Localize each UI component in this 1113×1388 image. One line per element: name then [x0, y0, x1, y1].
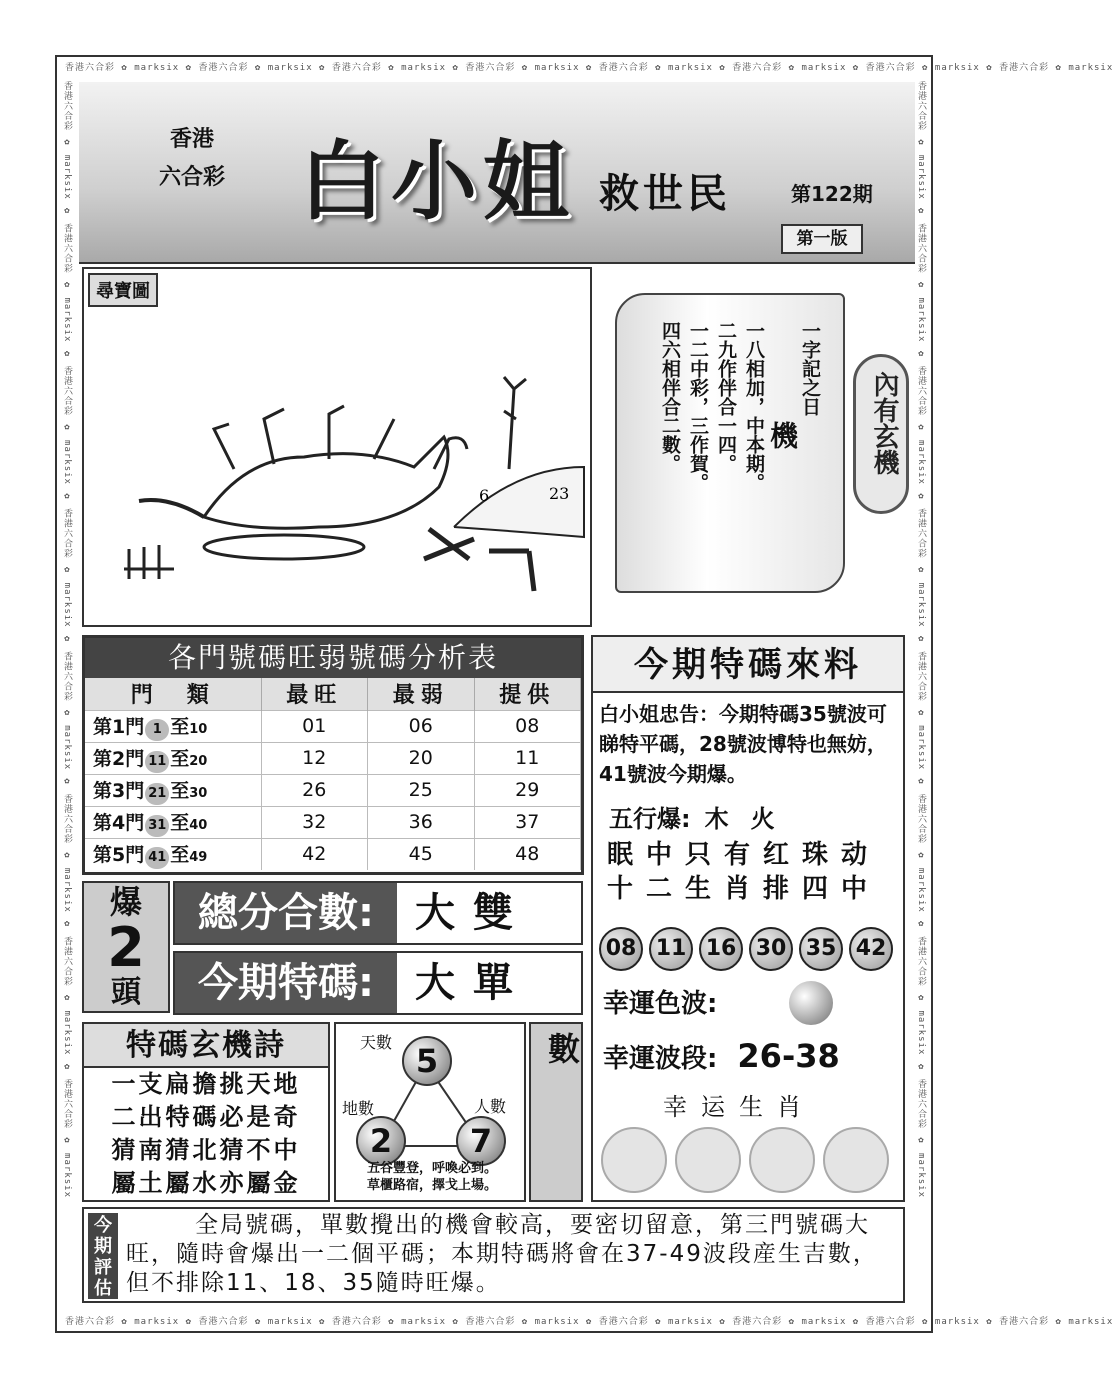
heaven-number: 5 [402, 1036, 452, 1086]
pig-icon [823, 1127, 889, 1193]
issue-number: 第122期 [791, 182, 873, 206]
poem-line: 二出特碼必是奇 [111, 1103, 301, 1131]
poem-line: 猜南猜北猜不中 [111, 1136, 301, 1164]
weak-value: 36 [368, 806, 475, 838]
to-word: 至 [170, 747, 190, 770]
analysis-title: 各門號碼旺弱號碼分析表 [85, 638, 581, 678]
special-title: 今期特碼來料 [593, 637, 903, 693]
lucky-range-row [603, 1037, 840, 1075]
monkey-icon [749, 1127, 815, 1193]
wuxing-label: 五行爆: [609, 805, 691, 833]
analysis-table [82, 635, 584, 875]
total-sum-value: 大雙 [415, 890, 531, 936]
scroll-big-char: 機 [766, 421, 799, 449]
analysis-grid [85, 678, 581, 870]
scroll-line-1: 一八相加，中本期。 [743, 321, 765, 492]
table-row [85, 774, 581, 806]
offer-value: 37 [474, 806, 581, 838]
hidden-meaning-badge [853, 354, 909, 514]
door-from: 1 [145, 719, 169, 741]
comment-label: 今期評估 [88, 1213, 118, 1299]
main-title: 白小姐 [299, 132, 575, 232]
hk-line1: 香港 [170, 126, 215, 152]
comment-text: 全局號碼，單數攪出的機會較高，要密切留意，第三門號碼大旺，隨時會爆出一二個平碼；本期特碼將會在37-49波段産生吉數，但不排除11、18、35隨時旺爆。 [126, 1212, 878, 1296]
lucky-animals [601, 1127, 889, 1193]
riddle-scroll [597, 279, 915, 629]
sub-title: 救世民 [599, 170, 731, 217]
best-value: 12 [261, 742, 368, 774]
total-sum-label: 總分合數: [175, 883, 397, 943]
offer-value: 08 [474, 710, 581, 742]
to-word: 至 [170, 779, 190, 802]
horse-sketch-icon [84, 269, 590, 625]
door-name: 第1門 [93, 715, 145, 738]
total-sum-bar [173, 881, 583, 945]
wuxing-row [593, 795, 903, 838]
border-text-bottom: 香港六合彩 ✿ marksix ✿ 香港六合彩 ✿ marksix ✿ 香港六合彩 ✿ marksix ✿ 香港六合彩 ✿ marksix ✿ 香港六合彩 ✿ marksix ✿ 香港六合彩 ✿ marksix ✿ 香港六合彩 ✿ marksix ✿ 香港六合彩 ✿ marksix [65, 1317, 1113, 1327]
lucky-zodiac-title: 幸运生肖 [663, 1093, 815, 1121]
footnote-line2: 草櫃路宿，擇戈上場。 [366, 1178, 497, 1193]
earth-number: 2 [356, 1116, 406, 1166]
number-ball: 35 [799, 927, 843, 971]
dragon-icon [675, 1127, 741, 1193]
burst-line2: 2 [107, 916, 145, 979]
best-value: 01 [261, 710, 368, 742]
man-label: 人數 [474, 1097, 507, 1116]
weak-value: 06 [368, 710, 475, 742]
door-to: 49 [189, 849, 208, 865]
nine-number-box [529, 1022, 583, 1202]
burst-badge [82, 881, 170, 1013]
weak-value: 20 [368, 742, 475, 774]
treasure-map [82, 267, 592, 627]
offer-value: 11 [474, 742, 581, 774]
masthead [79, 82, 915, 264]
number-ball: 16 [699, 927, 743, 971]
lucky-range-label: 幸運波段: [603, 1044, 718, 1074]
border-text-left: 香港六合彩 ✿ marksix ✿ 香港六合彩 ✿ marksix ✿ 香港六合彩 ✿ marksix ✿ 香港六合彩 ✿ marksix ✿ 香港六合彩 ✿ marksix ✿ 香港六合彩 ✿ marksix ✿ 香港六合彩 ✿ marksix ✿ 香港六合彩 ✿ marksix [62, 81, 72, 1198]
scroll-line-3: 一二中彩，三作賀。 [687, 321, 709, 492]
special-code-value: 大單 [415, 960, 531, 1006]
best-value: 26 [261, 774, 368, 806]
door-from: 41 [145, 847, 169, 869]
number-ball: 42 [849, 927, 893, 971]
sketch-number-1: 6 [479, 486, 490, 505]
treasure-map-label: 尋寶圖 [88, 273, 158, 307]
special-code-label: 今期特碼: [175, 953, 397, 1013]
door-name: 第2門 [93, 747, 145, 770]
door-to: 30 [189, 785, 208, 801]
hk-line2: 六合彩 [159, 164, 226, 190]
nine-number-text: 數 [543, 1032, 581, 1074]
header-offer: 提供 [474, 678, 581, 710]
zodiac-line-2: 十二生肖排四中 [607, 874, 881, 904]
scroll-title: 一字記之日 [799, 321, 821, 416]
door-name: 第4門 [93, 811, 145, 834]
newspaper-sheet [55, 55, 1113, 1333]
table-row [85, 838, 581, 870]
border-text-right: 香港六合彩 ✿ marksix ✿ 香港六合彩 ✿ marksix ✿ 香港六合彩 ✿ marksix ✿ 香港六合彩 ✿ marksix ✿ 香港六合彩 ✿ marksix ✿ 香港六合彩 ✿ marksix ✿ 香港六合彩 ✿ marksix ✿ 香港六合彩 ✿ marksix [916, 81, 926, 1198]
lucky-color-ball [789, 981, 833, 1025]
best-value: 42 [261, 838, 368, 870]
table-row [85, 742, 581, 774]
edition-badge: 第一版 [781, 224, 863, 254]
weak-value: 45 [368, 838, 475, 870]
header-best: 最旺 [261, 678, 368, 710]
scroll-text [659, 321, 821, 492]
advice-text: 白小姐忠告：今期特碼35號波可睇特平碼，28號波博特也無妨，41號波今期爆。 [599, 702, 887, 786]
sketch-number-2: 23 [549, 484, 570, 503]
man-number: 7 [456, 1116, 506, 1166]
door-to: 20 [189, 753, 208, 769]
poem-line: 一支扁擔挑天地 [111, 1070, 301, 1098]
badge-text: 內有玄機 [869, 371, 899, 475]
heaven-label: 天數 [360, 1033, 393, 1052]
issue-comment [82, 1207, 905, 1303]
footnote-line1: 五谷豐登，呼喚必到。 [366, 1161, 497, 1176]
door-to: 40 [189, 817, 208, 833]
table-row [85, 806, 581, 838]
best-value: 32 [261, 806, 368, 838]
lucky-color-label: 幸運色波: [603, 989, 718, 1019]
scroll-line-4: 四六相伴合二數。 [659, 321, 681, 473]
weak-value: 25 [368, 774, 475, 806]
special-code-panel [591, 635, 905, 1202]
lucky-range-value: 26-38 [737, 1037, 840, 1075]
number-balls [599, 927, 899, 971]
number-ball: 30 [749, 927, 793, 971]
special-code-bar [173, 951, 583, 1015]
earth-label: 地數 [342, 1099, 375, 1118]
header-door: 門 類 [85, 678, 261, 710]
door-from: 31 [145, 815, 169, 837]
number-ball: 11 [649, 927, 693, 971]
to-word: 至 [170, 715, 190, 738]
number-triangle [334, 1022, 526, 1202]
door-to: 10 [189, 721, 208, 737]
hk-label [159, 120, 225, 196]
poem-title: 特碼玄機詩 [84, 1024, 328, 1068]
offer-value: 48 [474, 838, 581, 870]
poem-box [82, 1022, 330, 1202]
poem-line: 屬土屬水亦屬金 [111, 1169, 301, 1197]
table-row [85, 710, 581, 742]
triangle-footnote [342, 1160, 522, 1194]
scroll-line-2: 二九作伴合一四。 [715, 321, 737, 473]
door-from: 21 [145, 783, 169, 805]
header-weak: 最弱 [368, 678, 475, 710]
rabbit-icon [601, 1127, 667, 1193]
offer-value: 29 [474, 774, 581, 806]
number-ball: 08 [599, 927, 643, 971]
to-word: 至 [170, 811, 190, 834]
burst-line1: 爆 [109, 883, 142, 921]
border-text-top: 香港六合彩 ✿ marksix ✿ 香港六合彩 ✿ marksix ✿ 香港六合彩 ✿ marksix ✿ 香港六合彩 ✿ marksix ✿ 香港六合彩 ✿ marksix ✿ 香港六合彩 ✿ marksix ✿ 香港六合彩 ✿ marksix ✿ 香港六合彩 ✿ marksix [65, 63, 1113, 73]
burst-line3: 頭 [111, 975, 141, 1010]
zodiac-line-1: 眠中只有红珠动 [607, 840, 881, 870]
door-from: 11 [145, 751, 169, 773]
door-name: 第5門 [93, 843, 145, 866]
door-name: 第3門 [93, 779, 145, 802]
to-word: 至 [170, 843, 190, 866]
wuxing-value: 木火 [704, 804, 797, 833]
